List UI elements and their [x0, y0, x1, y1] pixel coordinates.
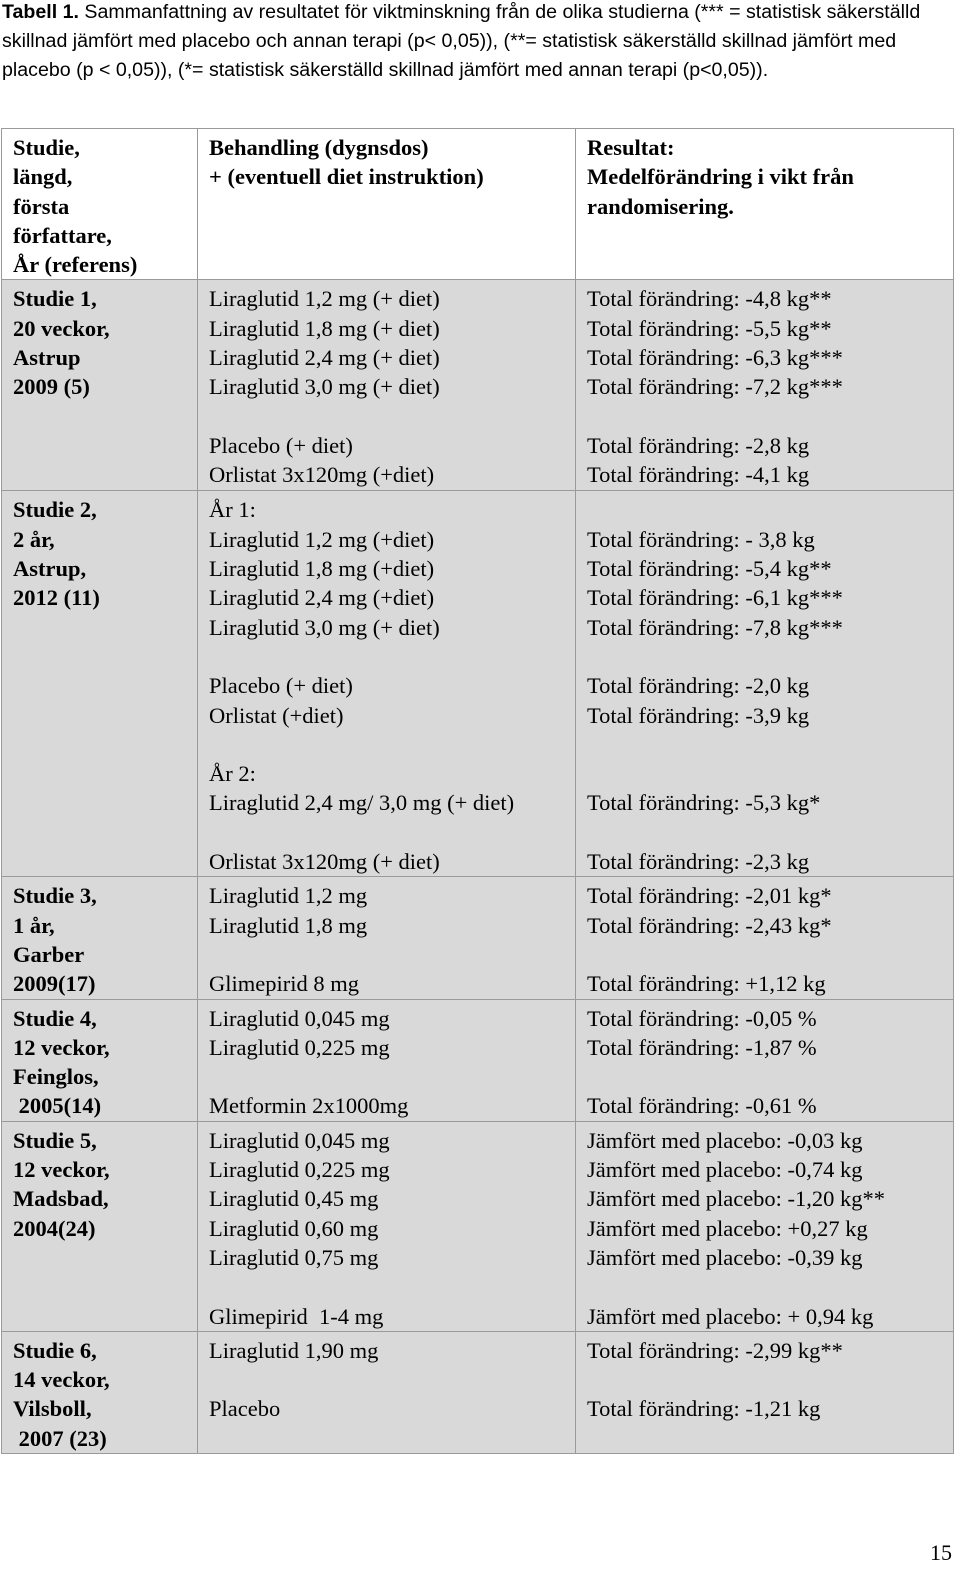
cell-line [587, 1272, 943, 1301]
cell-line: Liraglutid 1,2 mg [209, 883, 368, 909]
cell-line: första [13, 193, 70, 219]
cell-line: År 2: [209, 761, 256, 787]
cell-line: Liraglutid 2,4 mg (+ diet) [209, 345, 440, 371]
cell-line: Behandling (dygnsdos) [209, 135, 429, 160]
cell-line: 14 veckor, [13, 1367, 110, 1393]
cell-line: Jämfört med placebo: -0,39 kg [587, 1244, 863, 1270]
cell-line: Total förändring: -2,01 kg* [587, 883, 832, 909]
cell-line [587, 402, 943, 431]
cell-line: År 1: [209, 497, 256, 523]
study-cell [2, 1121, 198, 1331]
cell-line [587, 642, 943, 671]
cell-line [587, 730, 943, 759]
cell-line: Total förändring: -5,5 kg** [587, 315, 832, 341]
cell-line: Liraglutid 2,4 mg (+diet) [209, 585, 435, 611]
cell-line: Studie 6, [13, 1337, 97, 1363]
cell-line: 2009(17) [13, 971, 96, 997]
cell-line: Total förändring: -4,1 kg [587, 462, 810, 488]
cell-line: Total förändring: -3,9 kg [587, 702, 810, 728]
cell-line: 2004(24) [13, 1215, 96, 1241]
cell-line: Placebo (+ diet) [209, 673, 353, 699]
cell-line: Liraglutid 3,0 mg (+ diet) [209, 614, 440, 640]
cell-line: Total förändring: -0,05 % [587, 1005, 817, 1031]
table-row [2, 999, 954, 1121]
cell-line: Liraglutid 0,225 mg [209, 1157, 390, 1183]
cell-line [209, 1365, 565, 1394]
cell-line: Orlistat (+diet) [209, 702, 344, 728]
cell-line: Jämfört med placebo: +0,27 kg [587, 1215, 868, 1241]
page-number: 15 [930, 1540, 952, 1565]
cell-line: Vilsboll, [13, 1396, 92, 1422]
cell-line: Total förändring: -1,21 kg [587, 1396, 821, 1422]
cell-line: 12 veckor, [13, 1034, 110, 1060]
cell-line: Total förändring: -2,0 kg [587, 673, 810, 699]
cell-line: Liraglutid 0,225 mg [209, 1034, 390, 1060]
cell-line: Total förändring: -0,61 % [587, 1093, 817, 1119]
cell-line: Total förändring: -7,8 kg*** [587, 614, 843, 640]
table-header-row [2, 129, 954, 280]
study-cell [2, 877, 198, 999]
treatment-cell [198, 491, 576, 877]
cell-line [209, 642, 565, 671]
cell-line: Studie 5, [13, 1127, 97, 1153]
cell-line: 12 veckor, [13, 1157, 110, 1183]
table-row [2, 491, 954, 877]
cell-line: Liraglutid 1,90 mg [209, 1337, 379, 1363]
cell-line: Orlistat 3x120mg (+ diet) [209, 849, 440, 875]
cell-line: författare, [13, 222, 112, 248]
result-cell [576, 999, 954, 1121]
treatment-cell [198, 877, 576, 999]
result-cell [576, 491, 954, 877]
header-treatment [198, 129, 576, 280]
treatment-cell [198, 1121, 576, 1331]
cell-line [209, 1062, 565, 1091]
cell-line: Placebo (+ diet) [209, 432, 353, 458]
cell-line [209, 402, 565, 431]
header-result [576, 129, 954, 280]
cell-line [587, 1062, 943, 1091]
result-cell [576, 280, 954, 491]
cell-line [209, 940, 565, 969]
cell-line: 2005(14) [13, 1093, 102, 1119]
cell-line: Studie 2, [13, 497, 97, 523]
cell-line [209, 818, 565, 847]
cell-line: År (referens) [13, 252, 138, 278]
cell-line: Total förändring: -4,8 kg** [587, 286, 832, 312]
results-table [1, 128, 954, 1454]
cell-line: + (eventuell diet instruktion) [209, 164, 484, 190]
cell-line: Liraglutid 0,75 mg [209, 1244, 379, 1270]
result-cell [576, 877, 954, 999]
cell-line: längd, [13, 164, 73, 190]
cell-line: Liraglutid 0,60 mg [209, 1215, 379, 1241]
cell-line: Total förändring: -6,1 kg*** [587, 585, 843, 611]
cell-line: Resultat: [587, 135, 675, 160]
table-row [2, 1121, 954, 1331]
cell-line: 2009 (5) [13, 374, 90, 400]
cell-line: Total förändring: - 3,8 kg [587, 526, 815, 552]
cell-line: Liraglutid 2,4 mg/ 3,0 mg (+ diet) [209, 790, 515, 816]
cell-line: 2007 (23) [13, 1425, 107, 1451]
cell-line: Garber [13, 941, 85, 967]
result-cell [576, 1331, 954, 1453]
cell-line: Placebo [209, 1396, 281, 1422]
caption-label: Tabell 1. [2, 1, 79, 23]
cell-line: Total förändring: -5,3 kg* [587, 790, 821, 816]
cell-line: Total förändring: -7,2 kg*** [587, 374, 843, 400]
header-study [2, 129, 198, 280]
cell-line: 2012 (11) [13, 585, 100, 611]
cell-line: Total förändring: -2,43 kg* [587, 912, 832, 938]
cell-line: Liraglutid 1,8 mg (+ diet) [209, 315, 440, 341]
cell-line: Total förändring: -2,8 kg [587, 432, 810, 458]
cell-line [587, 1365, 943, 1394]
cell-line: 2 år, [13, 526, 55, 552]
caption-text: Sammanfattning av resultatet för viktminskning från de olika studierna (*** = statistisk säkerställd skillnad jämfört med placebo och annan terapi (p< 0,05)), (**= statistisk säkerställd skillnad jämfört med placebo (p < 0,05)), (*= statistisk säkerställd skillnad jämfört med annan terapi (p<0,05)). [2, 1, 921, 81]
cell-line: Astrup [13, 345, 81, 371]
cell-line: Studie, [13, 135, 80, 160]
treatment-cell [198, 280, 576, 491]
cell-line: Jämfört med placebo: -0,03 kg [587, 1127, 863, 1153]
cell-line [209, 730, 565, 759]
cell-line: Jämfört med placebo: -0,74 kg [587, 1157, 863, 1183]
cell-line: Jämfört med placebo: -1,20 kg** [587, 1186, 886, 1212]
cell-line: Glimepirid 1-4 mg [209, 1303, 384, 1329]
cell-line: Studie 4, [13, 1005, 97, 1031]
cell-line: Total förändring: -1,87 % [587, 1034, 817, 1060]
treatment-cell [198, 1331, 576, 1453]
table-row [2, 877, 954, 999]
cell-line: Liraglutid 3,0 mg (+ diet) [209, 374, 440, 400]
cell-line [587, 759, 943, 788]
treatment-cell [198, 999, 576, 1121]
cell-line: Total förändring: -2,99 kg** [587, 1337, 843, 1363]
cell-line: Orlistat 3x120mg (+diet) [209, 462, 435, 488]
cell-line: Liraglutid 1,2 mg (+diet) [209, 526, 435, 552]
cell-line: Total förändring: +1,12 kg [587, 971, 826, 997]
cell-line: Madsbad, [13, 1186, 109, 1212]
study-cell [2, 280, 198, 491]
cell-line: Total förändring: -5,4 kg** [587, 556, 832, 582]
cell-line: Liraglutid 1,8 mg [209, 912, 368, 938]
cell-line: Total förändring: -6,3 kg*** [587, 345, 843, 371]
study-cell [2, 491, 198, 877]
table-row [2, 1331, 954, 1453]
cell-line [587, 940, 943, 969]
cell-line [587, 818, 943, 847]
table-row [2, 280, 954, 491]
cell-line: randomisering. [587, 193, 734, 219]
cell-line: Medelförändring i vikt från [587, 164, 854, 190]
study-cell [2, 999, 198, 1121]
cell-line: Astrup, [13, 556, 87, 582]
cell-line: Liraglutid 0,45 mg [209, 1186, 379, 1212]
cell-line: Studie 3, [13, 883, 97, 909]
cell-line: Glimepirid 8 mg [209, 971, 359, 997]
cell-line: Liraglutid 0,045 mg [209, 1005, 390, 1031]
cell-line: 20 veckor, [13, 315, 110, 341]
cell-line: Liraglutid 1,8 mg (+diet) [209, 556, 435, 582]
cell-line: Feinglos, [13, 1064, 99, 1090]
cell-line: Total förändring: -2,3 kg [587, 849, 810, 875]
cell-line: Liraglutid 0,045 mg [209, 1127, 390, 1153]
cell-line: Metformin 2x1000mg [209, 1093, 409, 1119]
cell-line: Jämfört med placebo: + 0,94 kg [587, 1303, 874, 1329]
study-cell [2, 1331, 198, 1453]
cell-line: Liraglutid 1,2 mg (+ diet) [209, 286, 440, 312]
cell-line [587, 495, 943, 524]
cell-line: 1 år, [13, 912, 55, 938]
cell-line: Studie 1, [13, 286, 97, 312]
result-cell [576, 1121, 954, 1331]
cell-line [209, 1272, 565, 1301]
table-caption [2, 0, 952, 85]
